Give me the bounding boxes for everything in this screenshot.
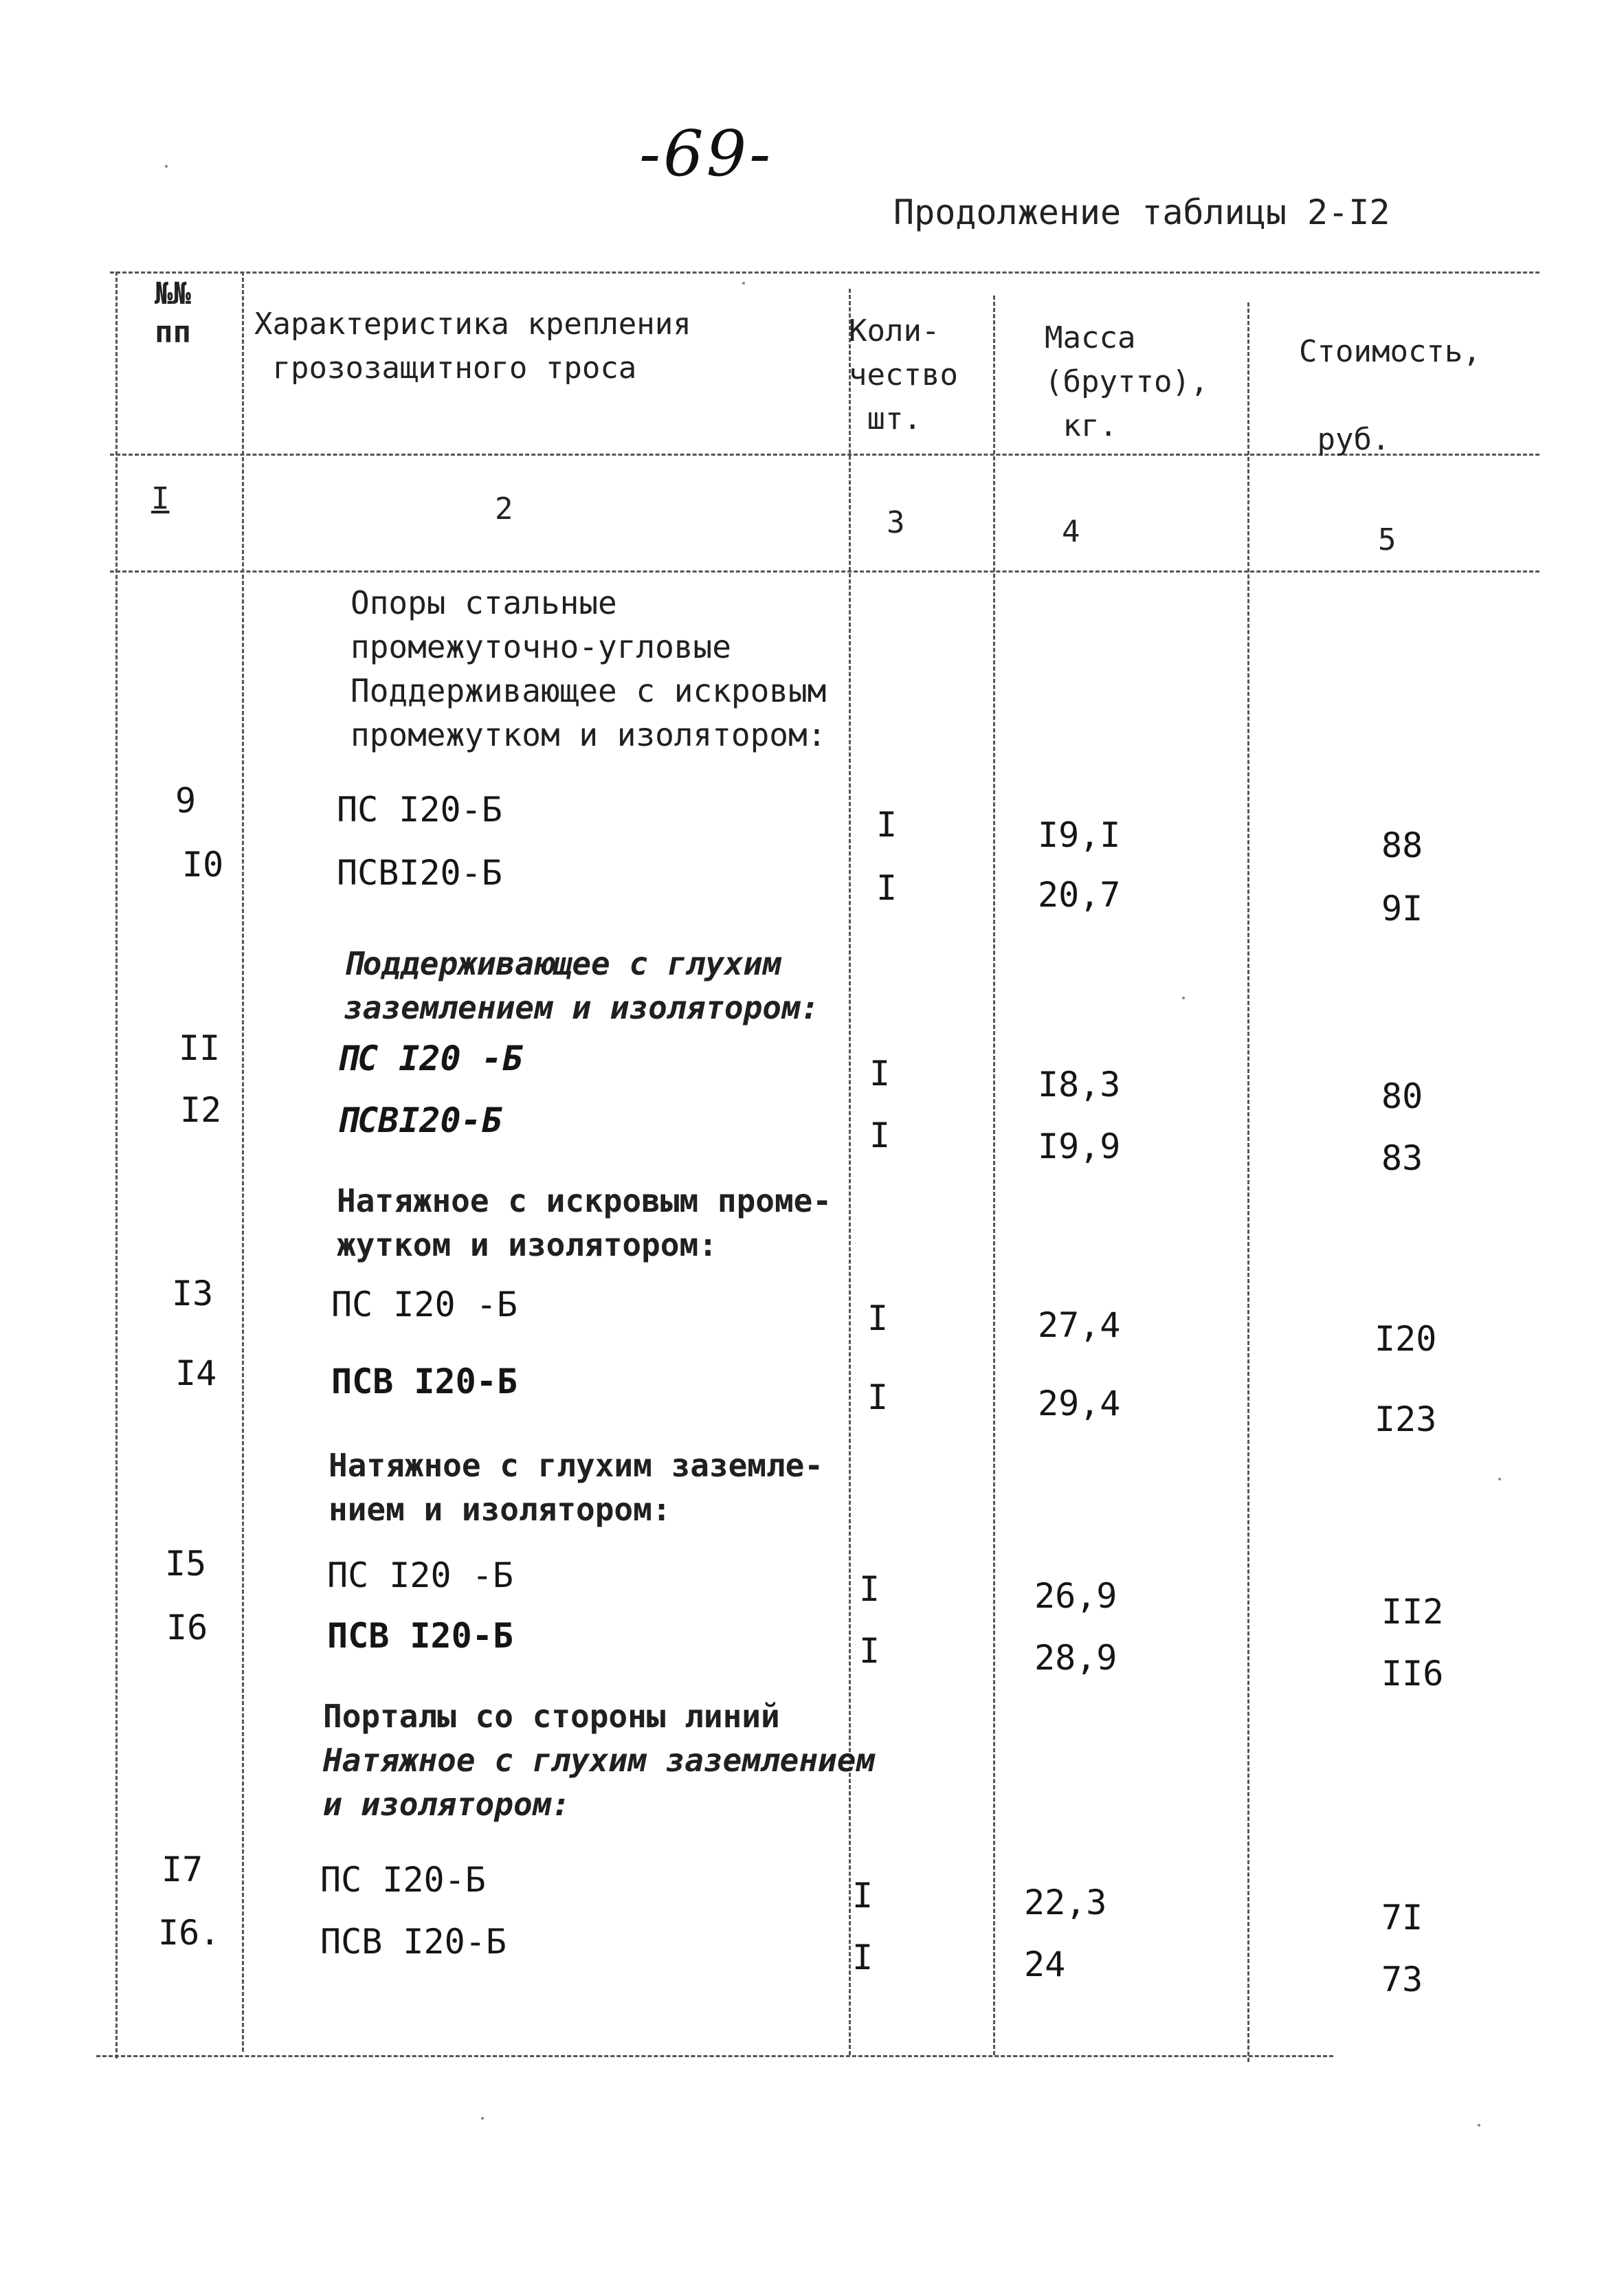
- table-left-rule: [115, 271, 118, 2059]
- row-12-number: I2: [180, 1090, 222, 1130]
- row-13-name: ПС I20 -Б: [331, 1285, 518, 1324]
- colnum-2: 2: [495, 491, 513, 526]
- row-16-number: I6: [166, 1608, 208, 1648]
- row-17-mass: 22,3: [1024, 1883, 1107, 1922]
- colnum-4: 4: [1062, 514, 1080, 549]
- group-heading-1-line3: Поддерживающее с искровым: [351, 672, 827, 709]
- row-14-mass: 29,4: [1038, 1384, 1121, 1423]
- row-16-mass: 28,9: [1034, 1638, 1117, 1678]
- table-bottom-rule: [96, 2055, 1333, 2057]
- col1-divider: [242, 271, 244, 2052]
- row-9-number: 9: [175, 781, 197, 821]
- row-17-cost: 7I: [1381, 1898, 1423, 1938]
- scan-speck: [165, 165, 168, 168]
- row-14-name: ПСВ I20-Б: [331, 1362, 518, 1401]
- scan-speck: [1182, 997, 1185, 999]
- row-17-qty: I: [852, 1876, 874, 1916]
- row-11-mass: I8,3: [1038, 1065, 1121, 1105]
- group-heading-1-line1: Опоры стальные: [351, 584, 617, 621]
- row-14-number: I4: [175, 1353, 217, 1393]
- header-characteristic: Характеристика крепления грозозащитного троса: [254, 307, 691, 386]
- col4-divider: [1247, 302, 1249, 2062]
- group-heading-4-line2: нием и изолятором:: [329, 1491, 671, 1528]
- group-heading-1: [351, 581, 826, 757]
- header-number: №№ пп: [155, 276, 191, 350]
- row-16-name: ПСВ I20-Б: [327, 1616, 513, 1656]
- scan-speck: [1498, 1478, 1501, 1481]
- group-heading-2: [344, 942, 819, 1030]
- row-13-mass: 27,4: [1038, 1305, 1121, 1345]
- header-mass: Масса (брутто), кг.: [1045, 320, 1209, 443]
- group-heading-2-line1: Поддерживающее с глухим: [344, 945, 781, 982]
- group-heading-5: [323, 1694, 875, 1826]
- row-11-qty: I: [869, 1054, 891, 1094]
- page-number: -69-: [639, 117, 774, 190]
- row-11-number: II: [179, 1028, 221, 1068]
- row-14-cost: I23: [1375, 1399, 1437, 1439]
- group-heading-1-line4: промежутком и изолятором:: [351, 716, 827, 753]
- continuation-title: Продолжение таблицы 2-I2: [893, 192, 1390, 232]
- row-14-qty: I: [867, 1377, 889, 1417]
- row-13-qty: I: [867, 1298, 889, 1338]
- row-18-number: I6.: [158, 1913, 221, 1953]
- row-17-name: ПС I20-Б: [320, 1860, 486, 1900]
- row-12-mass: I9,9: [1038, 1127, 1121, 1166]
- group-heading-4-line1: Натяжное с глухим заземле-: [329, 1447, 824, 1484]
- row-12-name: ПСВI20-Б: [337, 1100, 502, 1140]
- row-10-number: I0: [182, 845, 224, 885]
- group-heading-1-line2: промежуточно-угловые: [351, 628, 731, 665]
- row-12-cost: 83: [1381, 1138, 1423, 1178]
- scan-speck: [742, 282, 745, 285]
- row-11-cost: 80: [1381, 1076, 1423, 1116]
- scan-speck: [481, 2117, 484, 2120]
- colnum-5: 5: [1378, 522, 1397, 557]
- row-9-name: ПС I20-Б: [337, 790, 502, 830]
- group-heading-4: [329, 1443, 823, 1531]
- colnum-1: I: [151, 481, 170, 516]
- table-top-rule: [110, 271, 1539, 274]
- header-quantity: Коли- чество шт.: [849, 313, 958, 436]
- row-10-mass: 20,7: [1038, 875, 1121, 915]
- group-heading-3-line2: жутком и изолятором:: [337, 1226, 718, 1263]
- group-heading-2-line2: заземлением и изолятором:: [344, 989, 820, 1026]
- row-18-name: ПСВ I20-Б: [320, 1922, 507, 1962]
- row-18-mass: 24: [1024, 1944, 1066, 1984]
- row-15-name: ПС I20 -Б: [327, 1555, 513, 1595]
- group-heading-5-line1: Порталы со стороны линий: [323, 1698, 780, 1735]
- row-12-qty: I: [869, 1116, 891, 1155]
- row-15-number: I5: [165, 1544, 207, 1584]
- group-heading-5-line3: и изолятором:: [323, 1786, 571, 1823]
- colnum-bottom-rule: [110, 570, 1539, 573]
- row-13-cost: I20: [1375, 1319, 1437, 1359]
- row-16-qty: I: [859, 1631, 880, 1671]
- scan-speck: [1478, 2124, 1480, 2127]
- row-10-qty: I: [876, 868, 898, 908]
- col3-divider: [993, 296, 995, 2055]
- row-17-number: I7: [162, 1850, 203, 1889]
- row-9-cost: 88: [1381, 825, 1423, 865]
- row-9-mass: I9,I: [1038, 815, 1121, 855]
- row-16-cost: II6: [1381, 1654, 1444, 1694]
- group-heading-5-line2: Натяжное с глухим заземлением: [323, 1742, 876, 1779]
- row-13-number: I3: [172, 1274, 214, 1313]
- colnum-3: 3: [887, 505, 905, 540]
- row-15-qty: I: [859, 1569, 880, 1609]
- row-10-name: ПСВI20-Б: [337, 853, 502, 893]
- row-9-qty: I: [876, 805, 898, 845]
- row-10-cost: 9I: [1381, 889, 1423, 929]
- row-18-cost: 73: [1381, 1960, 1423, 1999]
- row-18-qty: I: [852, 1938, 874, 1977]
- header-cost: Стоимость, руб.: [1299, 334, 1481, 457]
- group-heading-3: [337, 1179, 832, 1267]
- row-15-mass: 26,9: [1034, 1576, 1117, 1616]
- row-15-cost: II2: [1381, 1592, 1444, 1632]
- group-heading-3-line1: Натяжное с искровым проме-: [337, 1182, 832, 1219]
- row-11-name: ПС I20 -Б: [337, 1039, 523, 1078]
